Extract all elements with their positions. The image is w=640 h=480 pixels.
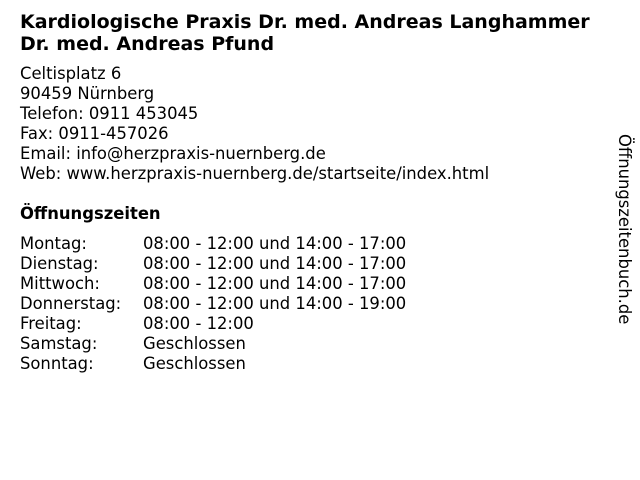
hours-value: 08:00 - 12:00 [143, 314, 254, 333]
hours-value: 08:00 - 12:00 und 14:00 - 17:00 [143, 254, 407, 273]
day-label: Donnerstag: [20, 294, 122, 313]
title-line-1: Kardiologische Praxis Dr. med. Andreas Langhammer [20, 11, 590, 33]
title-line-2: Dr. med. Andreas Pfund [20, 33, 275, 55]
brand-watermark: Öffnungszeitenbuch.de [615, 134, 634, 325]
fax-number: Fax: 0911-457026 [20, 124, 169, 143]
hours-value: 08:00 - 12:00 und 14:00 - 17:00 [143, 274, 407, 293]
email-address: Email: info@herzpraxis-nuernberg.de [20, 144, 326, 163]
day-label: Samstag: [20, 334, 98, 353]
hours-value: 08:00 - 12:00 und 14:00 - 19:00 [143, 294, 407, 313]
day-label: Sonntag: [20, 354, 94, 373]
day-label: Mittwoch: [20, 274, 100, 293]
day-label: Freitag: [20, 314, 82, 333]
day-label: Montag: [20, 234, 87, 253]
address-city: 90459 Nürnberg [20, 84, 155, 103]
phone-number: Telefon: 0911 453045 [20, 104, 199, 123]
website-url: Web: www.herzpraxis-nuernberg.de/startseite/index.html [20, 164, 490, 183]
hours-value: Geschlossen [143, 354, 246, 373]
day-label: Dienstag: [20, 254, 99, 273]
opening-hours-heading: Öffnungszeiten [20, 204, 161, 223]
contact-block [20, 64, 489, 184]
hours-value: Geschlossen [143, 334, 246, 353]
hours-value: 08:00 - 12:00 und 14:00 - 17:00 [143, 234, 407, 253]
page-title [20, 11, 590, 55]
address-street: Celtisplatz 6 [20, 64, 122, 83]
